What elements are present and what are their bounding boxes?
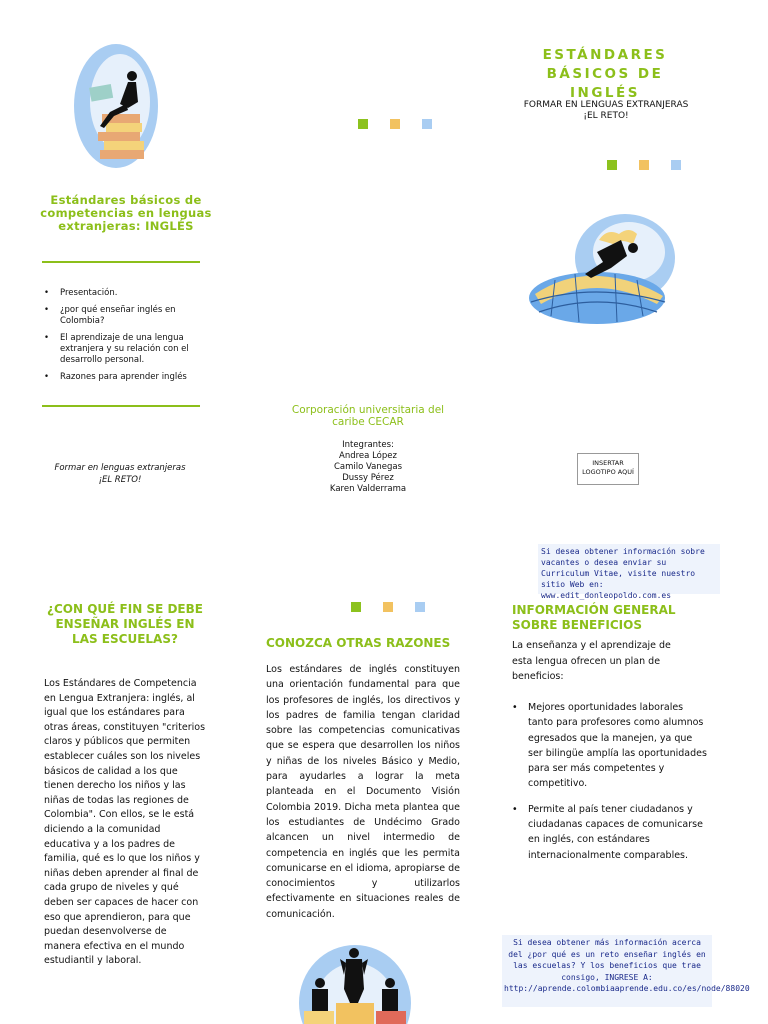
square-green — [607, 160, 617, 170]
members-heading: Integrantes: — [342, 440, 394, 450]
square-blue — [422, 119, 432, 129]
institution-name: Corporación universitaria del caribe CECAR — [291, 404, 445, 428]
square-green — [351, 602, 361, 612]
tagline — [508, 100, 704, 122]
col1-heading: ¿CON QUÉ FIN SE DEBE ENSEÑAR INGLÉS EN LAS ESCUELAS? — [47, 602, 203, 646]
motto-line1: Formar en lenguas extranjeras — [54, 463, 186, 473]
left-divider-bottom — [42, 405, 200, 407]
col3-intro: La enseñanza y el aprendizaje de esta lengua ofrecen un plan de beneficios: — [512, 640, 671, 683]
logo-placeholder — [577, 453, 639, 485]
col2-heading: CONOZCA OTRAS RAZONES — [266, 636, 451, 650]
title-line2: BÁSICOS DE INGLÉS — [546, 66, 664, 101]
reader-illustration — [70, 42, 162, 170]
logo-placeholder-line1: INSERTAR — [592, 459, 624, 467]
motto-line2: ¡EL RETO! — [98, 475, 142, 485]
contents-item: • El aprendizaje de una lengua extranjera y su relación con el desarrollo personal. — [44, 333, 204, 366]
vacancies-info-box: Si desea obtener información sobre vacantes o desea enviar su Curriculum Vitae, visite nuestro sitio Web en: www.edit_donleopoldo.com.es — [538, 544, 720, 594]
benefit-item: • Mejores oportunidades laborales tanto para profesores como alumnos egresados que la manejen, ya que ser bilingüe amplía las oportunidades para ser más competentes y competitivo. — [512, 700, 708, 792]
logo-placeholder-line2: LOGOTIPO AQUÍ — [582, 468, 634, 476]
square-blue — [671, 160, 681, 170]
square-blue — [415, 602, 425, 612]
more-info-box: Si desea obtener más información acerca del ¿por qué es un reto enseñar inglés en las escuelas? Y los beneficios que trae consigo, INGRESE A: http://aprende.colombiaaprende.edu.co/es/node/88020 — [502, 935, 712, 1007]
col2-body: Los estándares de inglés constituyen una orientación fundamental para que los profesores de inglés, los directivos y los padres de familia tengan claridad sobre las competencias comunicativas que se espera que desarrollen los niños y niñas de los niveles Básico y Medio, para ayudarles a lograr la meta planteada en el Documento Visión Colombia 2019. Dicha meta plantea que los estudiantes de Undécimo Grado alcancen un nivel intermedio de competencia en inglés que les permita comunicarse en el idioma, apropiarse de conocimientos y utilizarlos efectivamente en situaciones reales de comunicación. — [266, 664, 460, 920]
contents-list — [44, 288, 204, 383]
square-yellow — [383, 602, 393, 612]
square-yellow — [639, 160, 649, 170]
left-subtitle: Estándares básicos de competencias en lenguas extranjeras: INGLÉS — [40, 193, 212, 233]
left-divider-top — [42, 261, 200, 263]
tagline-line2: ¡EL RETO! — [583, 111, 629, 121]
member-name: Karen Valderrama — [329, 484, 407, 494]
members-block — [300, 440, 436, 495]
member-name: Andrea López — [339, 451, 397, 461]
left-motto — [40, 462, 200, 486]
member-name: Dussy Pérez — [342, 473, 394, 483]
member-name: Camilo Vanegas — [333, 462, 403, 472]
benefits-list — [512, 700, 708, 863]
title-line1: ESTÁNDARES — [542, 47, 668, 63]
benefit-item: • Permite al país tener ciudadanos y ciudadanas capaces de comunicarse en inglés, con estándares internacionalmente comparables. — [512, 802, 708, 863]
globe-illustration — [525, 212, 677, 324]
contents-item: • Razones para aprender inglés — [44, 372, 204, 383]
square-green — [358, 119, 368, 129]
tagline-line1: FORMAR EN LENGUAS EXTRANJERAS — [523, 100, 689, 110]
brochure-title — [510, 46, 700, 103]
team-illustration — [298, 945, 412, 1024]
contents-item: • Presentación. — [44, 288, 204, 299]
col3-heading: INFORMACIÓN GENERAL SOBRE BENEFICIOS — [512, 603, 676, 632]
square-yellow — [390, 119, 400, 129]
contents-item: • ¿por qué enseñar inglés en Colombia? — [44, 305, 204, 327]
col1-body: Los Estándares de Competencia en Lengua Extranjera: inglés, al igual que los estándares para otras áreas, constituyen "criterios claros y públicos que permiten establecer cuáles son los niveles básicos de calidad a los que tienen derecho los niños y las niñas de todas las regiones de Colombia". Con ellos, se le está diciendo a la comunidad educativa y a los padres de familia, qué es lo que los niños y niñas deben aprender al final de cada grupo de niveles y qué deben ser capaces de hacer con eso que aprendieron, para que puedan desenvolverse de manera efectiva en el mundo estudiantil y laboral. — [44, 678, 206, 967]
